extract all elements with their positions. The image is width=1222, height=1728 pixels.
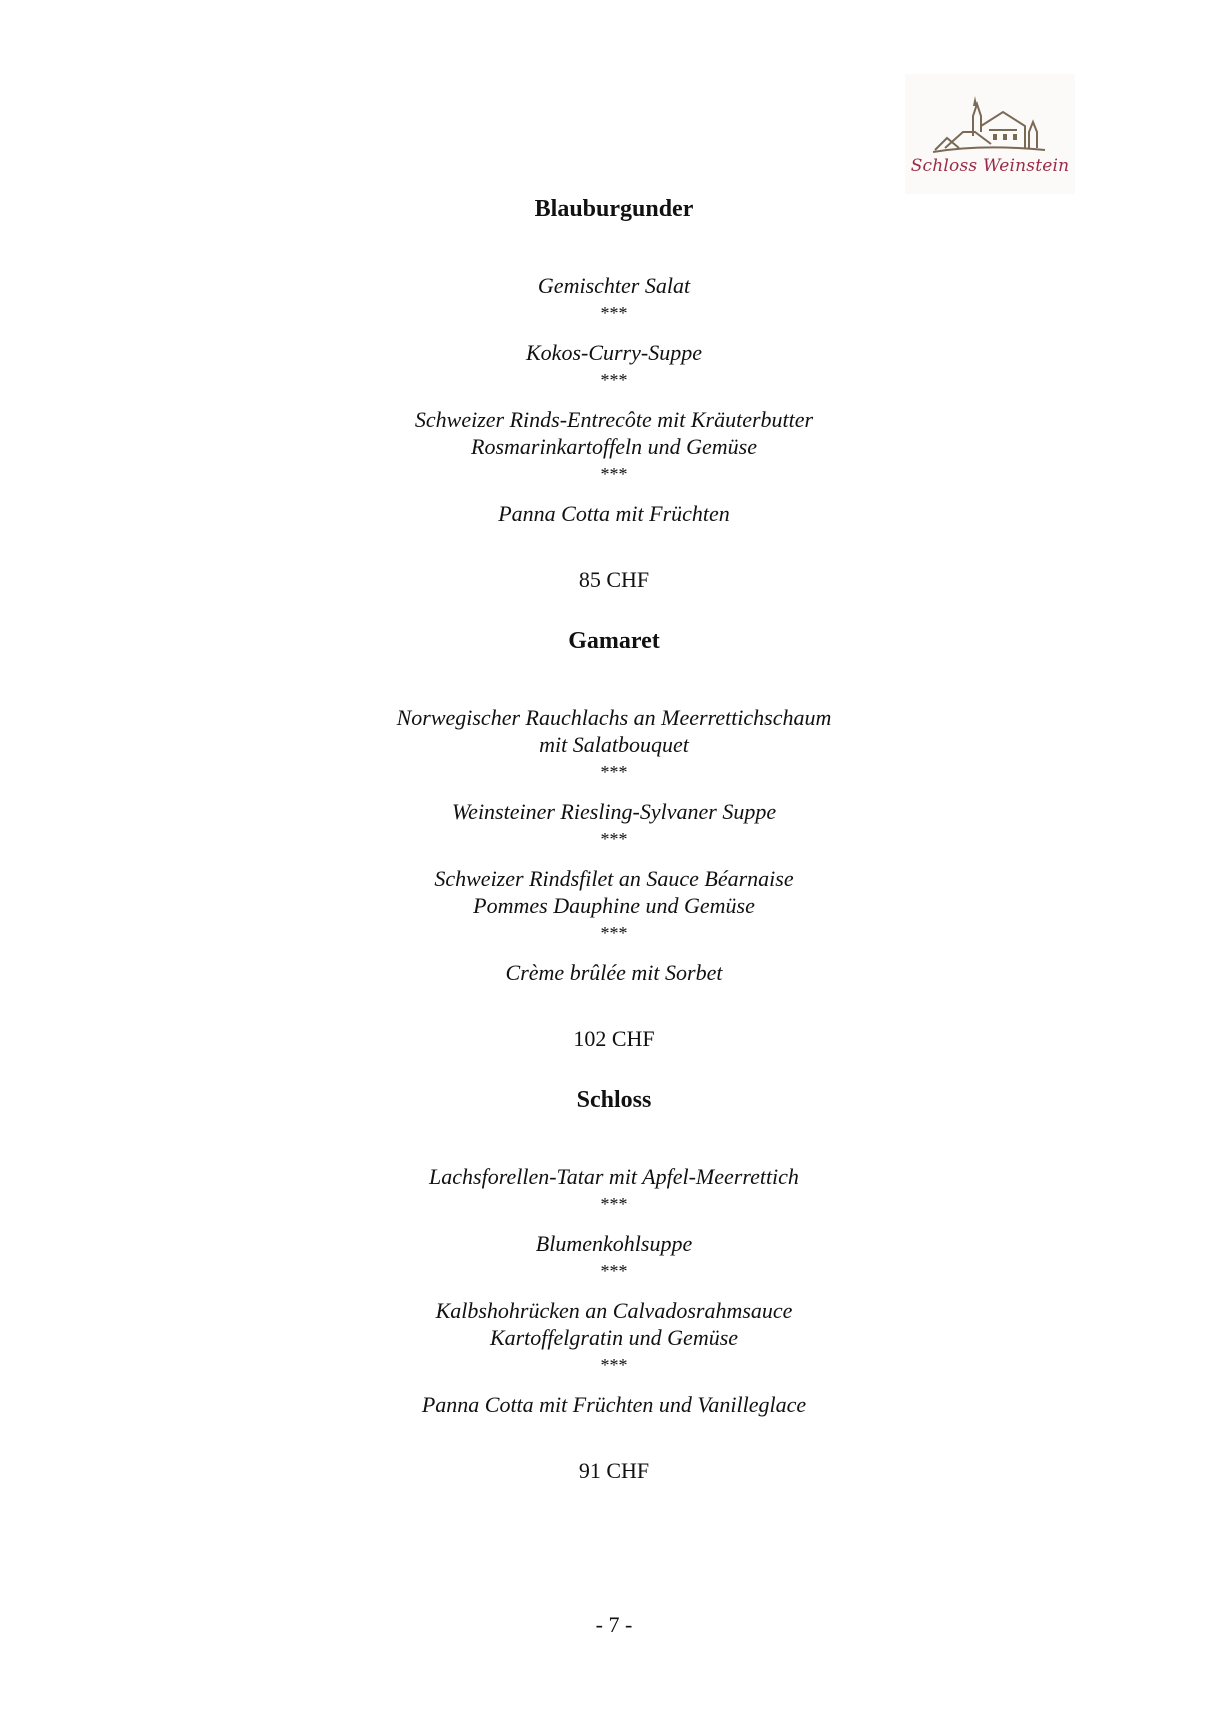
course-line: Pommes Dauphine und Gemüse (473, 893, 755, 918)
menu-price: 102 CHF (573, 1026, 655, 1051)
schloss-weinstein-logo (905, 74, 1075, 194)
logo-text: Schloss Weinstein (910, 156, 1070, 176)
course-separator: *** (600, 829, 628, 849)
course-line: Weinsteiner Riesling-Sylvaner Suppe (451, 799, 777, 824)
course-separator: *** (600, 1261, 628, 1281)
course-line: Panna Cotta mit Früchten (498, 501, 730, 526)
course-separator: *** (600, 1194, 628, 1214)
course-line: Kalbshohrücken an Calvadosrahmsauce (435, 1298, 793, 1323)
menu-title: Gamaret (568, 628, 660, 654)
course-line: Norwegischer Rauchlachs an Meerrettichschaum (396, 705, 832, 730)
course-separator: *** (600, 1355, 628, 1375)
course-line: Schweizer Rindsfilet an Sauce Béarnaise (434, 866, 794, 891)
menu-title: Schloss (576, 1087, 652, 1113)
course-line: Blumenkohlsuppe (535, 1231, 693, 1256)
course-line: Kartoffelgratin und Gemüse (489, 1325, 739, 1350)
course-line: Rosmarinkartoffeln und Gemüse (471, 434, 757, 459)
course-line: Kokos-Curry-Suppe (526, 340, 702, 365)
menu-price: 91 CHF (578, 1458, 650, 1483)
course-separator: *** (600, 370, 628, 390)
course-separator: *** (600, 464, 628, 484)
course-separator: *** (600, 923, 628, 943)
page-number: - 7 - (595, 1612, 633, 1637)
menu-title: Blauburgunder (534, 196, 694, 222)
course-line: Schweizer Rinds-Entrecôte mit Kräuterbutter (414, 407, 814, 432)
course-separator: *** (600, 303, 628, 323)
course-line: Lachsforellen-Tatar mit Apfel-Meerrettich (429, 1164, 799, 1189)
course-separator: *** (600, 762, 628, 782)
course-line: Gemischter Salat (537, 273, 691, 298)
menu-price: 85 CHF (578, 567, 650, 592)
castle-icon (933, 92, 1047, 162)
course-line: Crème brûlée mit Sorbet (505, 960, 723, 985)
course-line: mit Salatbouquet (539, 732, 689, 757)
course-line: Panna Cotta mit Früchten und Vanilleglace (421, 1392, 807, 1417)
